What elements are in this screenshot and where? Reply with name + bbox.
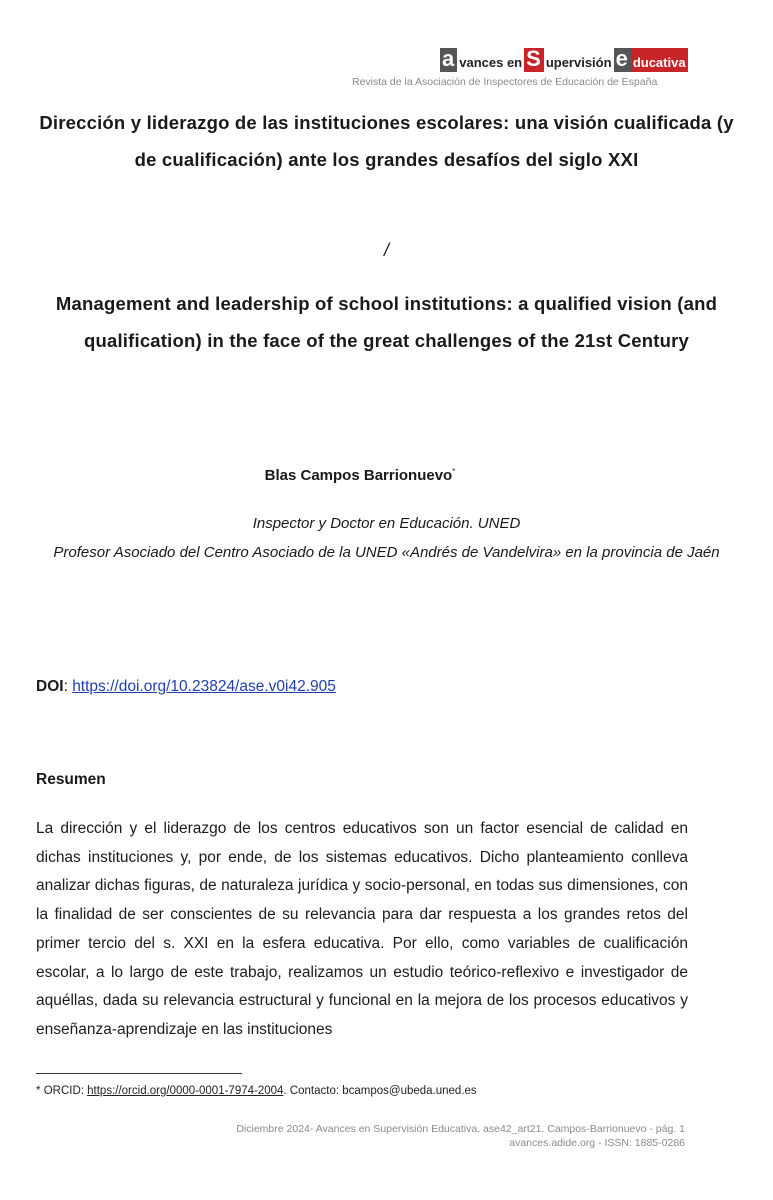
footnote — [36, 1085, 477, 1097]
title-english: Management and leadership of school institutions: a qualified vision (and qualification) in the face of the great challenges of the 21st Century — [55, 293, 718, 351]
author-name — [0, 467, 720, 484]
logo-initial-e: e — [615, 46, 628, 71]
logo-segment-avances — [440, 48, 457, 72]
logo-segment-e — [614, 48, 631, 72]
doi-line — [36, 678, 336, 696]
affiliation-2: Profesor Asociado del Centro Asociado de la UNED «Andrés de Vandelvira» en la provincia de Jaén — [53, 544, 720, 561]
abstract-heading: Resumen — [36, 771, 106, 788]
journal-logo — [440, 48, 688, 72]
author-name-text: Blas Campos Barrionuevo — [264, 467, 453, 484]
orcid-link[interactable]: https://orcid.org/0000-0001-7974-2004 — [87, 1085, 284, 1097]
affiliation-1: Inspector y Doctor en Educación. UNED — [252, 515, 521, 532]
title-spanish: Dirección y liderazgo de las instituciones escolares: una visión cualificada (y de cualificación) ante los grandes desafíos del siglo XXI — [39, 112, 734, 170]
logo-segment-avances-rest — [457, 48, 524, 72]
doi-colon: : — [63, 678, 68, 695]
logo-word-avances: vances en — [459, 55, 523, 70]
title-separator: / — [383, 240, 389, 260]
doi-link[interactable]: https://doi.org/10.23824/ase.v0i42.905 — [72, 678, 336, 695]
logo-segment-s — [524, 48, 544, 72]
logo-initial-s: S — [526, 46, 541, 71]
abstract-body — [36, 815, 688, 1045]
footnote-divider — [36, 1073, 242, 1074]
journal-subtitle: Revista de la Asociación de Inspectores de Educación de España — [352, 76, 658, 88]
orcid-label: ORCID: — [43, 1085, 84, 1097]
abstract-paragraph: La dirección y el liderazgo de los centros educativos son un factor esencial de calidad en dichas instituciones y, por ende, de los sistemas educativos. Dicho planteamiento conlleva analizar dichas figuras, de naturaleza jurídica y socio-personal, en todas sus dimensiones, con la finalidad de ser conscientes de su relevancia para dar respuesta a los grandes retos del primer tercio del s. XXI en la esfera educativa. Por ello, como variables de cualificación escolar, a lo largo de este trabajo, realizamos un estudio teórico-reflexivo e investigador de aquéllas, dada su relevancia estructural y funcional en la mejora de los procesos educativos y enseñanza-aprendizaje en las instituciones — [36, 820, 688, 1038]
footnote-marker: * — [36, 1085, 41, 1097]
contact-email: . Contacto: bcampos@ubeda.uned.es — [283, 1085, 477, 1097]
logo-word-supervision: upervisión — [545, 55, 612, 70]
page-footer — [236, 1122, 685, 1150]
footer-line-1: Diciembre 2024- Avances en Supervisión Educativa. ase42_art21. Campos-Barrionuevo - pág. 1 — [236, 1123, 685, 1135]
doi-label: DOI — [36, 678, 64, 695]
logo-segment-educativa-rest — [631, 48, 688, 72]
footer-line-2: avances.adide.org - ISSN: 1885-0286 — [509, 1137, 685, 1149]
logo-word-educativa: ducativa — [632, 55, 686, 70]
logo-segment-supervision-rest — [544, 48, 614, 72]
author-footnote-marker[interactable]: * — [452, 467, 456, 476]
logo-initial-a: a — [442, 46, 455, 71]
